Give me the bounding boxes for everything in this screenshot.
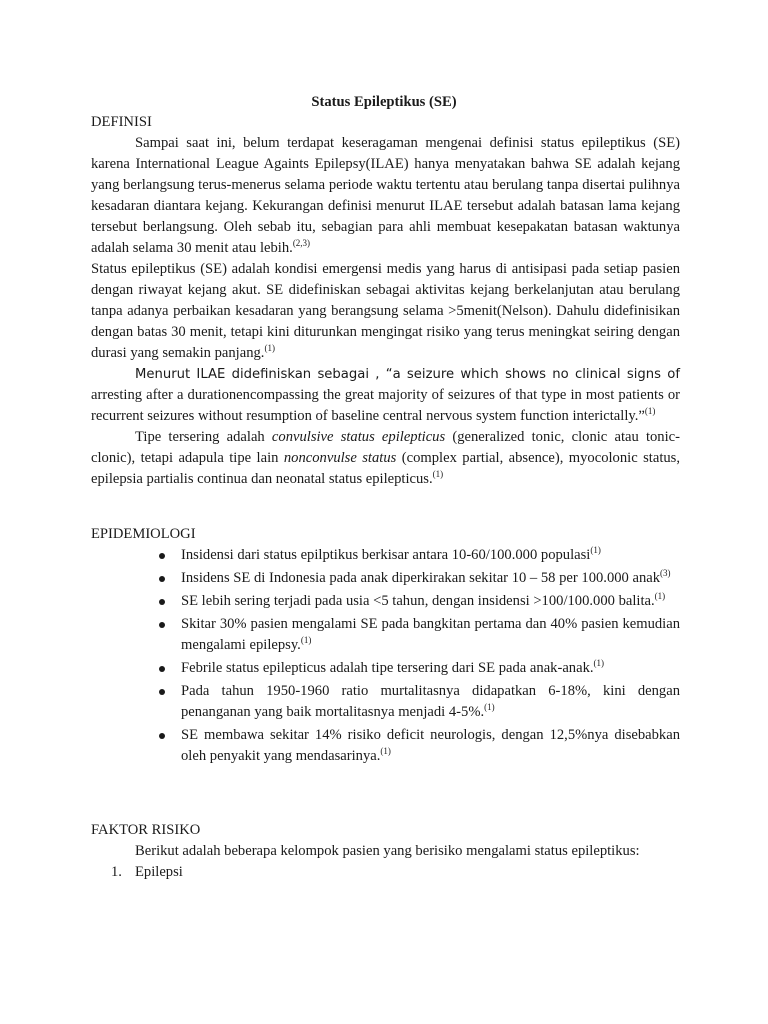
heading-faktor-risiko: FAKTOR RISIKO	[91, 822, 201, 838]
list-item-text: SE membawa sekitar 14% risiko deficit neurologis, dengan 12,5%nya disebabkan oleh penyakit yang mendasarinya.	[181, 727, 680, 764]
section-definisi	[91, 112, 680, 490]
section-epidemiologi	[91, 524, 680, 769]
list-item-text: Insidensi dari status epilptikus berkisar antara 10-60/100.000 populasi	[181, 547, 591, 563]
list-item	[91, 591, 680, 612]
citation-ref: (1)	[654, 591, 666, 601]
faktor-list	[91, 862, 680, 883]
heading-epidemiologi: EPIDEMIOLOGI	[91, 526, 196, 542]
numbered-item	[91, 862, 680, 883]
faktor-intro: Berikut adalah beberapa kelompok pasien yang berisiko mengalami status epileptikus:	[135, 843, 640, 859]
citation-ref: (1)	[264, 343, 275, 353]
list-item-text: Pada tahun 1950-1960 ratio murtalitasnya didapatkan 6-18%, kini dengan penanganan yang baik mortalitasnya menjadi 4-5%.	[181, 683, 680, 720]
list-item	[91, 725, 680, 767]
citation-ref: (1)	[593, 658, 605, 668]
citation-ref: (1)	[484, 702, 495, 712]
citation-ref: (2,3)	[292, 238, 311, 248]
list-item-text: Insidens SE di Indonesia pada anak diperkirakan sekitar 10 – 58 per 100.000 anak	[181, 570, 661, 586]
list-item	[91, 545, 680, 566]
bullet-icon	[159, 553, 165, 559]
definisi-paragraph-1-text: Sampai saat ini, belum terdapat keseragaman mengenai definisi status epileptikus (SE) karena International League Againts Epilepsy(ILAE) hanya menyatakan bahwa SE adalah kejang yang berlangsung terus-menerus selama periode waktu tertentu atau berulang tanpa disertai pulihnya kesadaran diantara kejang. Kekurangan definisi menurut ILAE tersebut adalah batasan lama kejang tersebut berlangsung. Oleh sebab itu, sebagian para ahli membuat kesepakatan batasan waktunya adalah selama 30 menit atau lebih.	[91, 135, 680, 256]
list-item-text: Febrile status epilepticus adalah tipe tersering dari SE pada anak-anak.	[181, 660, 594, 676]
term-convulsive: convulsive status epilepticus	[271, 429, 446, 445]
citation-ref: (1)	[644, 406, 656, 416]
list-item	[91, 614, 680, 656]
list-item-text: Skitar 30% pasien mengalami SE pada bangkitan pertama dan 40% pasien kemudian mengalami epilepsy.	[181, 616, 680, 653]
bullet-icon	[159, 622, 165, 628]
definisi-paragraph-4-text-b: (generalized tonic, clonic atau tonic-clonic), tetapi adapula tipe lain	[91, 429, 680, 466]
definisi-paragraph-4	[91, 427, 680, 490]
definisi-paragraph-3-text: arresting after a durationencompassing the great majority of seizures of that type in most patients or recurrent seizures without resumption of baseline central nervous system function interictally.”	[91, 387, 680, 424]
citation-ref: (1)	[590, 545, 601, 555]
definisi-paragraph-1	[91, 133, 680, 259]
definisi-paragraph-3	[91, 364, 680, 427]
list-item	[91, 681, 680, 723]
definisi-paragraph-4-text-c: (complex partial, absence), myocolonic status, epilepsia partialis continua dan neonatal status epilepticus.	[91, 450, 680, 487]
definisi-paragraph-2-text: Status epileptikus (SE) adalah kondisi emergensi medis yang harus di antisipasi pada setiap pasien dengan riwayat kejang akut. SE didefiniskan sebagai aktivitas kejang berkelanjutan atau berulang tanpa adanya perbaikan kesadaran yang berangsung selama >5menit(Nelson). Dahulu didefinisikan dengan batas 30 menit, tetapi kini diturunkan mengingat risiko yang terus meningkat seiring dengan durasi yang semakin panjang.	[91, 261, 680, 361]
definisi-paragraph-4-text-a: Tipe tersering adalah	[135, 429, 272, 445]
bullet-icon	[159, 733, 165, 739]
definisi-paragraph-3-lead: Menurut ILAE didefiniskan sebagai , “a seizure which shows no clinical signs of	[135, 367, 680, 382]
citation-ref: (1)	[380, 746, 391, 756]
epidemiologi-list	[91, 545, 680, 767]
bullet-icon	[159, 576, 165, 582]
citation-ref: (1)	[300, 635, 312, 645]
item-number: 1.	[111, 864, 122, 880]
citation-ref: (3)	[660, 568, 671, 578]
item-text: Epilepsi	[135, 864, 183, 880]
bullet-icon	[159, 599, 165, 605]
list-item	[91, 568, 680, 589]
document-title: Status Epileptikus (SE)	[311, 94, 457, 110]
definisi-paragraph-2	[91, 259, 680, 364]
section-faktor-risiko	[91, 820, 680, 883]
heading-definisi: DEFINISI	[91, 114, 152, 130]
bullet-icon	[159, 689, 165, 695]
term-nonconvulse: nonconvulse status	[283, 450, 397, 466]
list-item-text: SE lebih sering terjadi pada usia <5 tahun, dengan insidensi >100/100.000 balita.	[181, 593, 655, 609]
list-item	[91, 658, 680, 679]
citation-ref: (1)	[432, 469, 444, 479]
bullet-icon	[159, 666, 165, 672]
